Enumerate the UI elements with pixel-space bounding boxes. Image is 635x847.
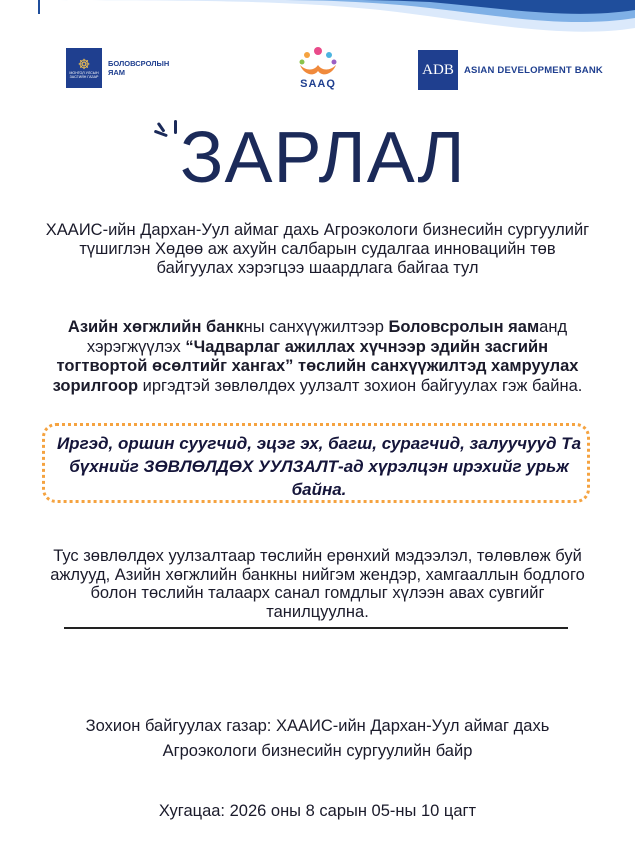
main-text-3: иргэдтэй зөвлөлдөх уулзалт зохион байгуулах гэж байна. [138,376,583,395]
saaq-hands-icon [294,45,342,77]
page-title: ЗАРЛАЛ [180,118,466,198]
main-bold-project: “Чадварлаг ажиллах хүчнээр эдийн засгийн тогтвортой өсөлтийг хангах” төслийн санхүүжилтэд хамруулах зорилгоор [52,337,579,395]
adb-name: ASIAN DEVELOPMENT BANK [464,64,603,76]
intro-paragraph: ХААИС-ийн Дархан-Уул аймаг дахь Агроэкологи бизнесийн сургуулийг түшиглэн Хөдөө аж ахуйн салбарын судалгаа инновацийн төв байгуулах хэрэгцээ шаардлага байгаа тул [45,221,590,277]
divider-line [64,627,568,629]
main-paragraph [40,318,595,396]
adb-logo [418,50,603,90]
saaq-logo [288,45,348,90]
invitation-text: Иргэд, оршин суугчид, эцэг эх, багш, сурагчид, залуучууд Та бүхнийг ЗӨВЛӨЛДӨХ УУЛЗАЛТ-ад хүрэлцэн ирэхийг урьж байна. [56,434,582,499]
header-wave-decoration [0,0,635,40]
ministry-name: БОЛОВСРОЛЫН ЯАМ [108,59,170,77]
title-block [150,118,470,198]
adb-box: ADB [418,50,458,90]
venue-text: Зохион байгуулах газар: ХААИС-ийн Дархан-Уул аймаг дахь Агроэкологи бизнесийн сургуулийн байр [85,717,550,760]
main-bold-adb: Азийн хөгжлийн банк [67,318,244,336]
main-text-2: анд хэрэгжүүлэх [86,318,568,356]
ministry-small-text: МОНГОЛ УЛСЫН ЗАСГИЙН ГАЗАР [69,70,99,79]
main-bold-ministry: Боловсролын яам [388,318,540,336]
date-text: Хугацаа: 2026 оны 8 сарын 05-ны 10 цагт [158,802,477,820]
mongolia-emblem-icon: ☸ МОНГОЛ УЛСЫН ЗАСГИЙН ГАЗАР [66,48,102,88]
ministry-logo [66,48,168,88]
invitation-callout [42,423,590,503]
summary-paragraph: Тус зөвлөлдөх уулзалтаар төслийн ерөнхий мэдээлэл, төлөвлөж буй ажлууд, Азийн хөгжлийн банкны нийгэм жендэр, хамгааллын бодлого болон төслийн талаарх санал гомдлыг хүлээн авах сувгийг танилцуулна. [50,547,585,621]
main-text-1: ны санхүүжилтээр [243,318,389,336]
saaq-text: SAAQ [300,78,336,90]
logo-bar [0,45,635,100]
